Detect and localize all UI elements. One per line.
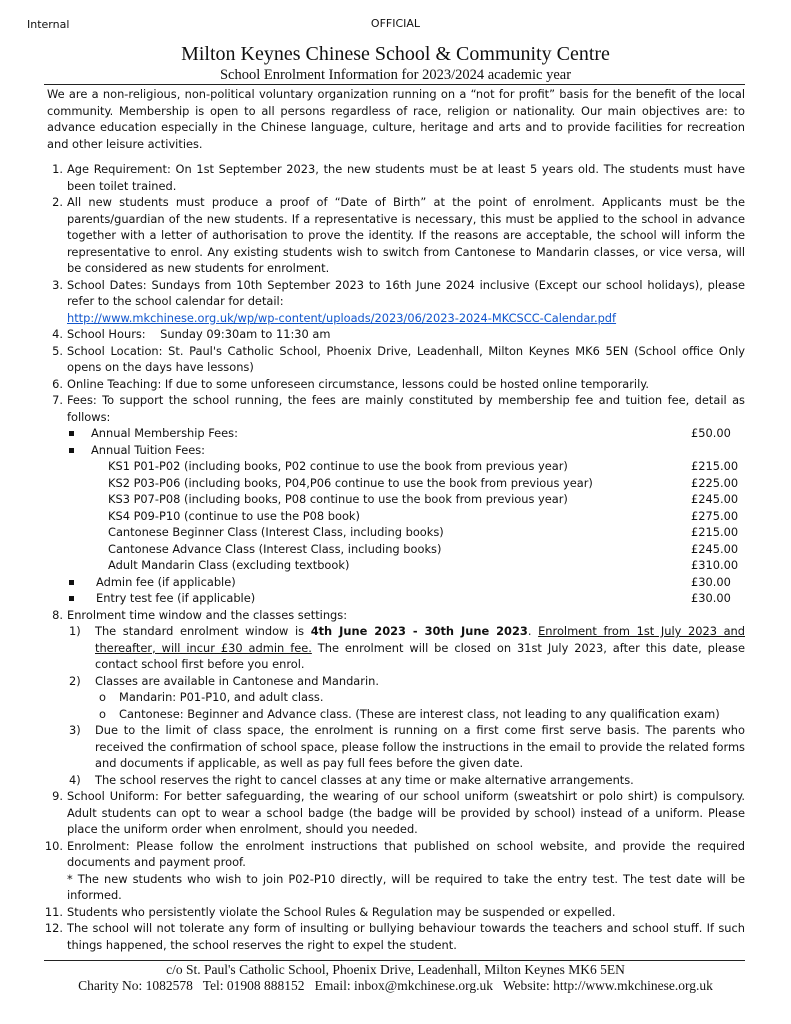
bullet-icon [69,448,74,453]
footer-contact: Charity No: 1082578 Tel: 01908 888152 Email: inbox@mkchinese.org.uk Website: http://www.mkchinese.org.uk [78,978,713,993]
internal-label: Internal [27,18,70,31]
fee-amount: £30.00 [691,591,731,605]
enrolment-subitem-window [47,623,745,673]
circle-bullet-icon: o [99,690,106,704]
fee-amount: £275.00 [691,508,739,523]
fee-label: Cantonese Advance Class (Interest Class, including books) [108,541,442,556]
bullet-icon [69,596,74,601]
class-option-cantonese [47,706,745,723]
option-text: Cantonese: Beginner and Advance class. (These are interest class, not leading to any qualification exam) [119,706,720,721]
fee-row-tuition-heading [67,442,745,459]
list-item-age [47,161,745,194]
enrolment-subitem-classes [47,673,745,690]
item-text: School Dates: Sundays from 10th September 2023 to 16th June 2024 inclusive (Except our school holidays), please refer to the school calendar for detail: [67,277,745,308]
fee-row-tuition [67,475,745,492]
fee-amount: £215.00 [691,525,739,539]
subitem-number: 4) [69,772,81,787]
item-number: 7. [52,393,63,407]
fee-amount: £245.00 [691,541,739,556]
footer-address: c/o St. Paul's Catholic School, Phoenix Drive, Leadenhall, Milton Keynes MK6 5EN [166,962,625,977]
fee-row-admin [67,574,745,591]
fee-amount: £30.00 [691,574,731,589]
fee-amount: £245.00 [691,492,739,506]
fee-label: Annual Tuition Fees: [91,442,205,457]
fee-row-tuition [67,524,745,541]
item-number: 5. [52,343,63,358]
fee-label: Adult Mandarin Class (excluding textbook) [108,558,350,572]
fee-row-entry-test [67,590,745,607]
circle-bullet-icon: o [99,706,106,721]
calendar-link[interactable]: http://www.mkchinese.org.uk/wp/wp-content/uploads/2023/06/2023-2024-MKCSCC-Calendar.pdf [67,310,617,325]
item-number: 4. [52,327,63,341]
item-text: Enrolment: Please follow the enrolment instructions that published on school website, and provide the required documents and payment proof. [67,838,745,869]
item-number: 1. [52,162,63,176]
late-fee-notice: Enrolment from 1st July 2023 and thereafter, will incur £30 admin fee. [95,624,745,655]
list-item-uniform [47,788,745,838]
item-text: All new students must produce a proof of “Date of Birth” at the point of enrolment. Applicants must be the parents/guardian of the new students. If a representative is necessary, this must be applied to the school in advance together with a letter of authorisation to prove the identity. If the reasons are acceptable, the school will inform the representative to enrol. Any existing students wish to switch from Cantonese to Mandarin classes, or vice versa, will be considered as new students for enrolment. [67,195,745,275]
item-text: The school will not tolerate any form of insulting or bullying behaviour towards the teachers and school stuff. If such things happened, the school reserves the right to expel the student. [67,921,745,952]
bullet-icon [69,580,74,585]
subitem-number: 2) [69,673,81,688]
subitem-text: Classes are available in Cantonese and Mandarin. [95,673,379,688]
fee-amount: £310.00 [691,558,739,572]
fee-amount: £50.00 [691,426,731,440]
subitem-text: . [527,624,539,638]
fee-label: Entry test fee (if applicable) [96,591,256,605]
list-item-enrolment-window [47,607,745,624]
fee-row-tuition [67,458,745,475]
item-text: Students who persistently violate the School Rules & Regulation may be suspended or expelled. [67,904,616,919]
intro-paragraph: We are a non-religious, non-political voluntary organization running on a “not for profit” basis for the benefit of the local community. Membership is open to all persons regardless of race, religion or nationality. Our main objectives are: to advance education especially in the Chinese language, culture, heritage and arts and to provide facilities for recreation and other leisure activities. [47,87,745,151]
fee-label: Cantonese Beginner Class (Interest Class, including books) [108,525,444,539]
enrolment-list [44,161,745,953]
item-text: Fees: To support the school running, the fees are mainly constituted by membership fee and tuition fee, detail as follows: [67,393,745,424]
list-item-bullying [44,920,745,953]
page-subtitle: School Enrolment Information for 2023/2024 academic year [219,67,572,83]
fee-label: Annual Membership Fees: [91,426,238,440]
subitem-number: 3) [69,723,81,737]
enrolment-dates: 4th June 2023 - 30th June 2023 [310,624,528,638]
subitem-text: The enrolment will be closed on 31st July 2023, after this date, please contact school first before you enrol. [95,640,745,671]
item-text: School Location: St. Paul's Catholic School, Phoenix Drive, Leadenhall, Milton Keynes MK6 5EN (School office Only opens on the days have lessons) [67,343,745,374]
item-text: Age Requirement: On 1st September 2023, the new students must be at least 5 years old. The students must have been toilet trained. [67,162,745,193]
subitem-text: The standard enrolment window is [95,624,311,638]
header-divider [44,84,745,85]
item-text: Enrolment time window and the classes settings: [67,607,348,622]
bullet-icon [69,431,74,436]
official-label: OFFICIAL [370,17,421,30]
fee-amount: £225.00 [691,475,739,490]
list-item-location [47,343,745,376]
fee-label: KS1 P01-P02 (including books, P02 continue to use the book from previous year) [108,459,568,473]
fee-amount: £215.00 [691,459,739,473]
entry-test-note: * The new students who wish to join P02-P10 directly, will be required to take the entry test. The test date will be informed. [67,871,745,902]
list-item-online-teaching [47,376,745,393]
list-item-date-of-birth [47,194,745,277]
fee-row-tuition [67,541,745,558]
list-item-school-hours [47,326,745,343]
item-number: 10. [44,838,63,853]
list-item-rules [44,904,745,921]
fee-row-tuition [67,557,745,574]
fee-label: KS3 P07-P08 (including books, P08 continue to use the book from previous year) [108,492,568,506]
fee-label: KS2 P03-P06 (including books, P04,P06 continue to use the book from previous year) [108,475,593,490]
item-number: 12. [44,921,63,935]
item-text: Online Teaching: If due to some unforeseen circumstance, lessons could be hosted online temporarily. [67,376,649,391]
list-item-school-dates [47,277,745,327]
item-text: School Hours: Sunday 09:30am to 11:30 am [67,327,331,341]
fee-row-tuition [67,491,745,508]
enrolment-subitem-cancel [47,772,745,789]
option-text: Mandarin: P01-P10, and adult class. [119,690,324,704]
fee-label: Admin fee (if applicable) [96,574,236,589]
page-title: Milton Keynes Chinese School & Community Centre [181,43,610,65]
fee-row-membership [67,425,745,442]
fees-table [67,425,745,607]
item-number: 9. [52,789,63,803]
item-number: 2. [52,195,63,209]
item-number: 8. [52,607,63,622]
footer-divider [44,960,745,961]
item-text: School Uniform: For better safeguarding, the wearing of our school uniform (sweatshirt or polo shirt) is compulsory. Adult students can opt to wear a school badge (the badge will be provided by school) instead of a uniform. Please place the uniform order when enrolment, should you needed. [67,789,745,836]
item-number: 6. [52,376,63,391]
fee-row-tuition [67,508,745,525]
fee-label: KS4 P09-P10 (continue to use the P08 book) [108,508,360,523]
subitem-number: 1) [69,624,81,638]
item-number: 11. [44,904,63,919]
list-item-fees [47,392,745,607]
subitem-text: Due to the limit of class space, the enrolment is running on a first come first serve basis. The parents who received the confirmation of school space, please follow the instructions in the email to provide the related forms and documents if applicable, as well as pay full fees before the given date. [95,723,745,770]
enrolment-subitem-space [47,722,745,772]
class-option-mandarin [47,689,745,706]
subitem-text: The school reserves the right to cancel classes at any time or make alternative arrangements. [95,772,634,787]
item-number: 3. [52,277,63,292]
list-item-enrolment [44,838,745,904]
